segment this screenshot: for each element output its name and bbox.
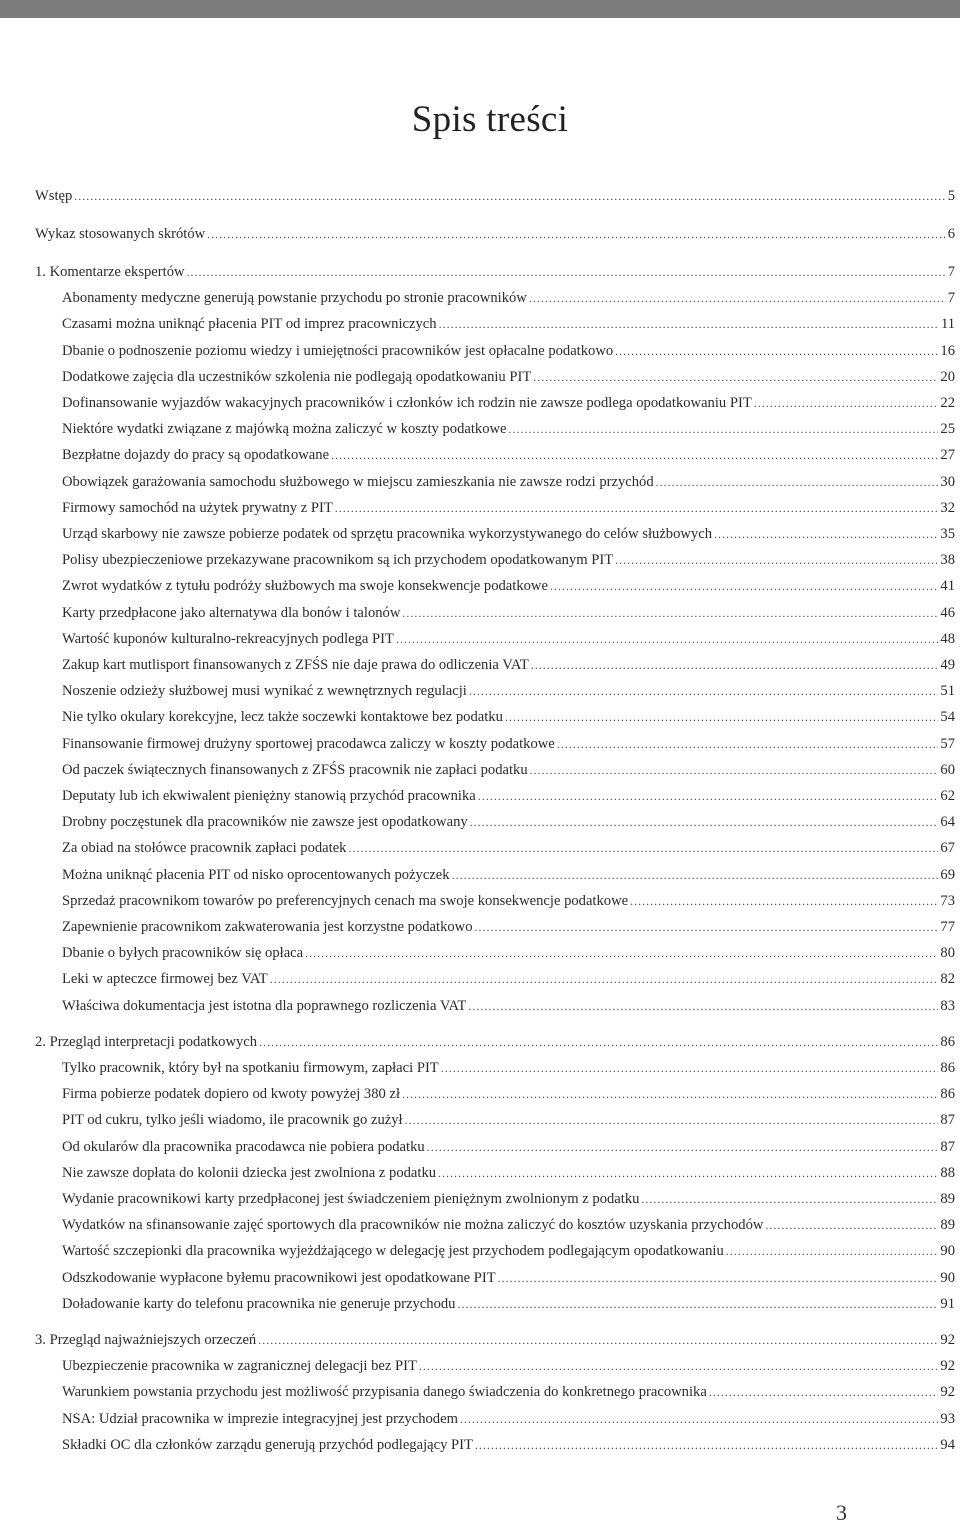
dot-leader (498, 1268, 939, 1288)
dot-leader (475, 917, 939, 937)
toc-section (35, 1032, 955, 1052)
dot-leader (509, 419, 939, 439)
toc-entry-title: Zwrot wydatków z tytułu podróży służbowych ma swoje konsekwencje podatkowe (62, 578, 548, 595)
toc-entry-title: Od paczek świątecznych finansowanych z ZFŚS pracownik nie zapłaci podatku (62, 761, 528, 778)
toc-entry (62, 629, 955, 649)
dot-leader (709, 1382, 939, 1402)
toc-entry-title: Wydanie pracownikowi karty przedpłaconej jest świadczeniem pieniężnym zwolnionym z podatku (62, 1191, 640, 1207)
dot-leader (305, 943, 938, 963)
toc-entry-page: 83 (940, 997, 955, 1014)
dot-leader (531, 655, 939, 675)
toc-entry-title: Zapewnienie pracownikom zakwaterowania jest korzystne podatkowo (62, 919, 473, 935)
dot-leader (533, 367, 938, 387)
toc-entry (62, 891, 955, 911)
dot-leader (259, 1032, 938, 1052)
dot-leader (530, 760, 939, 780)
toc-entry-page: 89 (940, 1217, 955, 1234)
toc-entry-page: 7 (947, 264, 955, 280)
dot-leader (469, 681, 939, 701)
toc-entry-title: Wykaz stosowanych skrótów (35, 226, 206, 242)
toc-entry-title: Dbanie o byłych pracowników się opłaca (62, 945, 304, 962)
toc-entry-title: Można uniknąć płacenia PIT od nisko oprocentowanych pożyczek (62, 866, 450, 883)
toc-section (35, 186, 955, 206)
toc-entry (62, 655, 955, 675)
toc-entry-page: 86 (940, 1033, 955, 1050)
toc-entry-title: Wartość szczepionki dla pracownika wyjeżdżającego w delegację jest przychodem podlegającym opodatkowaniu (62, 1243, 724, 1260)
toc-entry (62, 707, 955, 727)
dot-leader (557, 734, 939, 754)
toc-entry (62, 1189, 955, 1209)
toc-entry-page: 27 (940, 447, 955, 464)
toc-entry-page: 48 (940, 630, 955, 647)
toc-entry-page: 92 (940, 1332, 955, 1348)
toc-entry-title: Odszkodowanie wypłacone byłemu pracownikowi jest opodatkowane PIT (62, 1269, 496, 1286)
toc-entry-title: PIT od cukru, tylko jeśli wiadomo, ile pracownik go zużył (62, 1112, 403, 1129)
toc-entry (62, 865, 955, 885)
toc-entry-title: 2. Przegląd interpretacji podatkowych (35, 1033, 258, 1050)
toc-entry-page: 92 (940, 1358, 955, 1375)
toc-entry-page: 38 (940, 552, 955, 569)
toc-entry (62, 1409, 955, 1429)
toc-entry-page: 86 (940, 1060, 955, 1076)
toc-entry (62, 1163, 955, 1183)
toc-entry-page: 16 (940, 342, 955, 359)
toc-entry (62, 498, 955, 518)
toc-entry-page: 60 (940, 761, 955, 778)
dot-leader (348, 838, 938, 858)
dot-leader (187, 262, 946, 282)
toc-entry-page: 22 (940, 395, 955, 411)
toc-entry (62, 1356, 955, 1376)
dot-leader (754, 393, 939, 413)
toc-entry (62, 1084, 955, 1104)
toc-entry-title: Karty przedpłacone jako alternatywa dla bonów i talonów (62, 604, 401, 621)
toc-entry (62, 1110, 955, 1130)
toc-entry-title: Sprzedaż pracownikom towarów po preferencyjnych cenach ma swoje konsekwencje podatkowe (62, 892, 629, 909)
page-title: Spis treści (411, 99, 569, 140)
toc-entry-title: Dbanie o podnoszenie poziomu wiedzy i umiejętności pracowników jest opłacalne podatkowo (62, 342, 614, 359)
toc-entry-title: Urząd skarbowy nie zawsze pobierze podatek od sprzętu pracownika wykorzystywanego do celów służbowych (62, 526, 713, 542)
toc-entry-title: Dodatkowe zajęcia dla uczestników szkolenia nie podlegają opodatkowaniu PIT (62, 368, 532, 385)
toc-entry-title: Właściwa dokumentacja jest istotna dla poprawnego rozliczenia VAT (62, 997, 467, 1014)
toc-entry-title: Składki OC dla członków zarządu generują przychód podlegający PIT (62, 1436, 473, 1453)
toc-entry-page: 73 (940, 892, 955, 909)
toc-entry (62, 576, 955, 596)
dot-leader (468, 996, 938, 1016)
toc-entry-title: Noszenie odzieży służbowej musi wynikać z wewnętrznych regulacji (62, 683, 467, 700)
toc-entry (62, 838, 955, 858)
toc-entry-page: 57 (940, 735, 955, 752)
toc-entry-title: Niektóre wydatki związane z majówką można zaliczyć w koszty podatkowe (62, 421, 507, 438)
toc-entry-page: 86 (940, 1086, 955, 1103)
toc-entry-page: 51 (940, 683, 955, 700)
toc-entry (62, 996, 955, 1016)
toc-entry-page: 49 (940, 657, 955, 673)
toc-entry-title: 3. Przegląd najważniejszych orzeczeń (35, 1332, 257, 1348)
toc-entry-title: Dofinansowanie wyjazdów wakacyjnych pracowników i członków ich rodzin nie zawsze podlega opodatkowaniu PIT (62, 395, 752, 411)
toc-entry (62, 943, 955, 963)
dot-leader (460, 1409, 938, 1429)
dot-leader (419, 1356, 938, 1376)
toc-entry (62, 1435, 955, 1455)
toc-entry-page: 90 (940, 1269, 955, 1286)
toc-entry (62, 1215, 955, 1235)
dot-leader (258, 1330, 938, 1350)
toc-entry-page: 64 (940, 814, 955, 831)
toc-entry-page: 91 (940, 1295, 955, 1312)
dot-leader (478, 786, 939, 806)
dot-leader (427, 1137, 939, 1157)
dot-leader (335, 498, 939, 518)
toc-entry (62, 367, 955, 387)
dot-leader (396, 629, 938, 649)
toc-entry-title: NSA: Udział pracownika w imprezie integracyjnej jest przychodem (62, 1410, 458, 1427)
toc-entry-title: Wstęp (35, 188, 73, 204)
toc-entry (62, 341, 955, 361)
toc-entry-page: 69 (940, 866, 955, 883)
toc-entry (62, 1382, 955, 1402)
page-number: 3 (836, 1500, 847, 1525)
dot-leader (765, 1215, 938, 1235)
toc-entry (62, 288, 955, 308)
dot-leader (529, 288, 946, 308)
toc-entry-page: 6 (947, 226, 955, 242)
toc-entry (62, 1241, 955, 1261)
toc-entry-page: 87 (940, 1138, 955, 1155)
toc-entry-title: Zakup kart mutlisport finansowanych z ZFŚS nie daje prawa do odliczenia VAT (62, 657, 529, 673)
toc-entry-page: 93 (940, 1410, 955, 1427)
toc-entry-title: Za obiad na stołówce pracownik zapłaci podatek (62, 840, 347, 857)
toc-entry-page: 94 (940, 1436, 955, 1453)
toc-entry-page: 82 (940, 971, 955, 988)
dot-leader (641, 1189, 938, 1209)
toc-entry-page: 25 (940, 421, 955, 438)
dot-leader (402, 1084, 938, 1104)
toc-entry-page: 30 (940, 473, 955, 490)
dot-leader (441, 1058, 939, 1078)
dot-leader (438, 1163, 938, 1183)
toc-entry-title: Drobny poczęstunek dla pracowników nie zawsze jest opodatkowany (62, 814, 468, 831)
toc-entry-page: 32 (940, 499, 955, 516)
toc-entry (62, 550, 955, 570)
toc-entry-title: Abonamenty medyczne generują powstanie przychodu po stronie pracowników (62, 290, 527, 307)
toc-entry-page: 35 (940, 526, 955, 542)
dot-leader (270, 969, 939, 989)
toc-entry (62, 419, 955, 439)
toc-entry-page: 41 (940, 578, 955, 595)
toc-entry-title: Wydatków na sfinansowanie zajęć sportowych dla pracowników nie można zaliczyć do kosztów uzyskania przychodów (62, 1217, 764, 1234)
toc-entry (62, 314, 955, 334)
toc-entry-page: 90 (940, 1243, 955, 1260)
toc-entry-page: 67 (940, 840, 955, 857)
toc-entry (62, 760, 955, 780)
dot-leader (405, 1110, 939, 1130)
toc-entry-page: 80 (940, 945, 955, 962)
toc-entry (62, 681, 955, 701)
toc-entry (62, 812, 955, 832)
toc-entry-title: Nie tylko okulary korekcyjne, lecz także soczewki kontaktowe bez podatku (62, 709, 503, 726)
toc-entry-title: Warunkiem powstania przychodu jest możliwość przypisania danego świadczenia do konkretnego pracownika (62, 1384, 707, 1401)
toc-entry (62, 917, 955, 937)
toc-entry (62, 1294, 955, 1314)
dot-leader (615, 341, 938, 361)
dot-leader (475, 1435, 938, 1455)
toc-entry (62, 393, 955, 413)
dot-leader (630, 891, 938, 911)
dot-leader (74, 186, 945, 206)
toc-entry-title: Firmowy samochód na użytek prywatny z PIT (62, 499, 333, 516)
dot-leader (457, 1294, 938, 1314)
toc-entry (62, 786, 955, 806)
toc-entry-title: 1. Komentarze ekspertów (35, 264, 185, 280)
toc-entry-title: Nie zawsze dopłata do kolonii dziecka jest zwolniona z podatku (62, 1164, 437, 1181)
toc-entry (62, 445, 955, 465)
toc-section (35, 224, 955, 244)
toc-entry-page: 20 (940, 368, 955, 385)
toc-entry-page: 7 (947, 290, 955, 307)
dot-leader (714, 524, 938, 544)
toc-entry (62, 472, 955, 492)
dot-leader (452, 865, 939, 885)
toc-entry-title: Ubezpieczenie pracownika w zagranicznej delegacji bez PIT (62, 1358, 417, 1375)
dot-leader (331, 445, 938, 465)
toc-entry-page: 11 (940, 316, 955, 333)
toc-entry-page: 54 (940, 709, 955, 726)
toc-entry-title: Deputaty lub ich ekwiwalent pieniężny stanowią przychód pracownika (62, 788, 476, 804)
toc-entry-title: Polisy ubezpieczeniowe przekazywane pracownikom są ich przychodem opodatkowanym PIT (62, 552, 614, 569)
toc-entry-page: 5 (947, 188, 955, 204)
toc-entry-page: 62 (940, 788, 955, 804)
toc-entry-title: Bezpłatne dojazdy do pracy są opodatkowane (62, 447, 330, 464)
toc-entry-page: 46 (940, 604, 955, 621)
toc-entry-page: 77 (940, 919, 955, 935)
toc-entry-title: Obowiązek garażowania samochodu służbowego w miejscu zamieszkania nie zawsze rodzi przychód (62, 473, 654, 490)
toc-entry (62, 524, 955, 544)
toc-entry (62, 1137, 955, 1157)
dot-leader (550, 576, 938, 596)
toc-entry-title: Tylko pracownik, który był na spotkaniu firmowym, zapłaci PIT (62, 1060, 439, 1076)
toc-entry-title: Od okularów dla pracownika pracodawca nie pobiera podatku (62, 1138, 425, 1155)
toc-entry-page: 87 (940, 1112, 955, 1129)
dot-leader (505, 707, 939, 727)
dot-leader (439, 314, 939, 334)
toc-entry-title: Finansowanie firmowej drużyny sportowej pracodawca zaliczy w koszty podatkowe (62, 735, 555, 752)
toc-entry (62, 603, 955, 623)
toc-entry-title: Wartość kuponów kulturalno-rekreacyjnych podlega PIT (62, 630, 394, 647)
toc-entry-page: 89 (940, 1191, 955, 1207)
toc-entry-title: Doładowanie karty do telefonu pracownika nie generuje przychodu (62, 1295, 456, 1312)
toc-section (35, 262, 955, 282)
toc-entry (62, 1268, 955, 1288)
toc-entry-page: 88 (940, 1164, 955, 1181)
toc-entry-title: Leki w apteczce firmowej bez VAT (62, 971, 268, 988)
dot-leader (656, 472, 939, 492)
toc-entry-title: Firma pobierze podatek dopiero od kwoty powyżej 380 zł (62, 1086, 401, 1103)
dot-leader (615, 550, 938, 570)
toc-section (35, 1330, 955, 1350)
dot-leader (470, 812, 939, 832)
toc-entry-page: 92 (940, 1384, 955, 1401)
toc-entry (62, 969, 955, 989)
toc-entry (62, 1058, 955, 1078)
dot-leader (726, 1241, 939, 1261)
dot-leader (207, 224, 946, 244)
dot-leader (402, 603, 938, 623)
toc-entry (62, 734, 955, 754)
toc-entry-title: Czasami można uniknąć płacenia PIT od imprez pracowniczych (62, 316, 437, 333)
